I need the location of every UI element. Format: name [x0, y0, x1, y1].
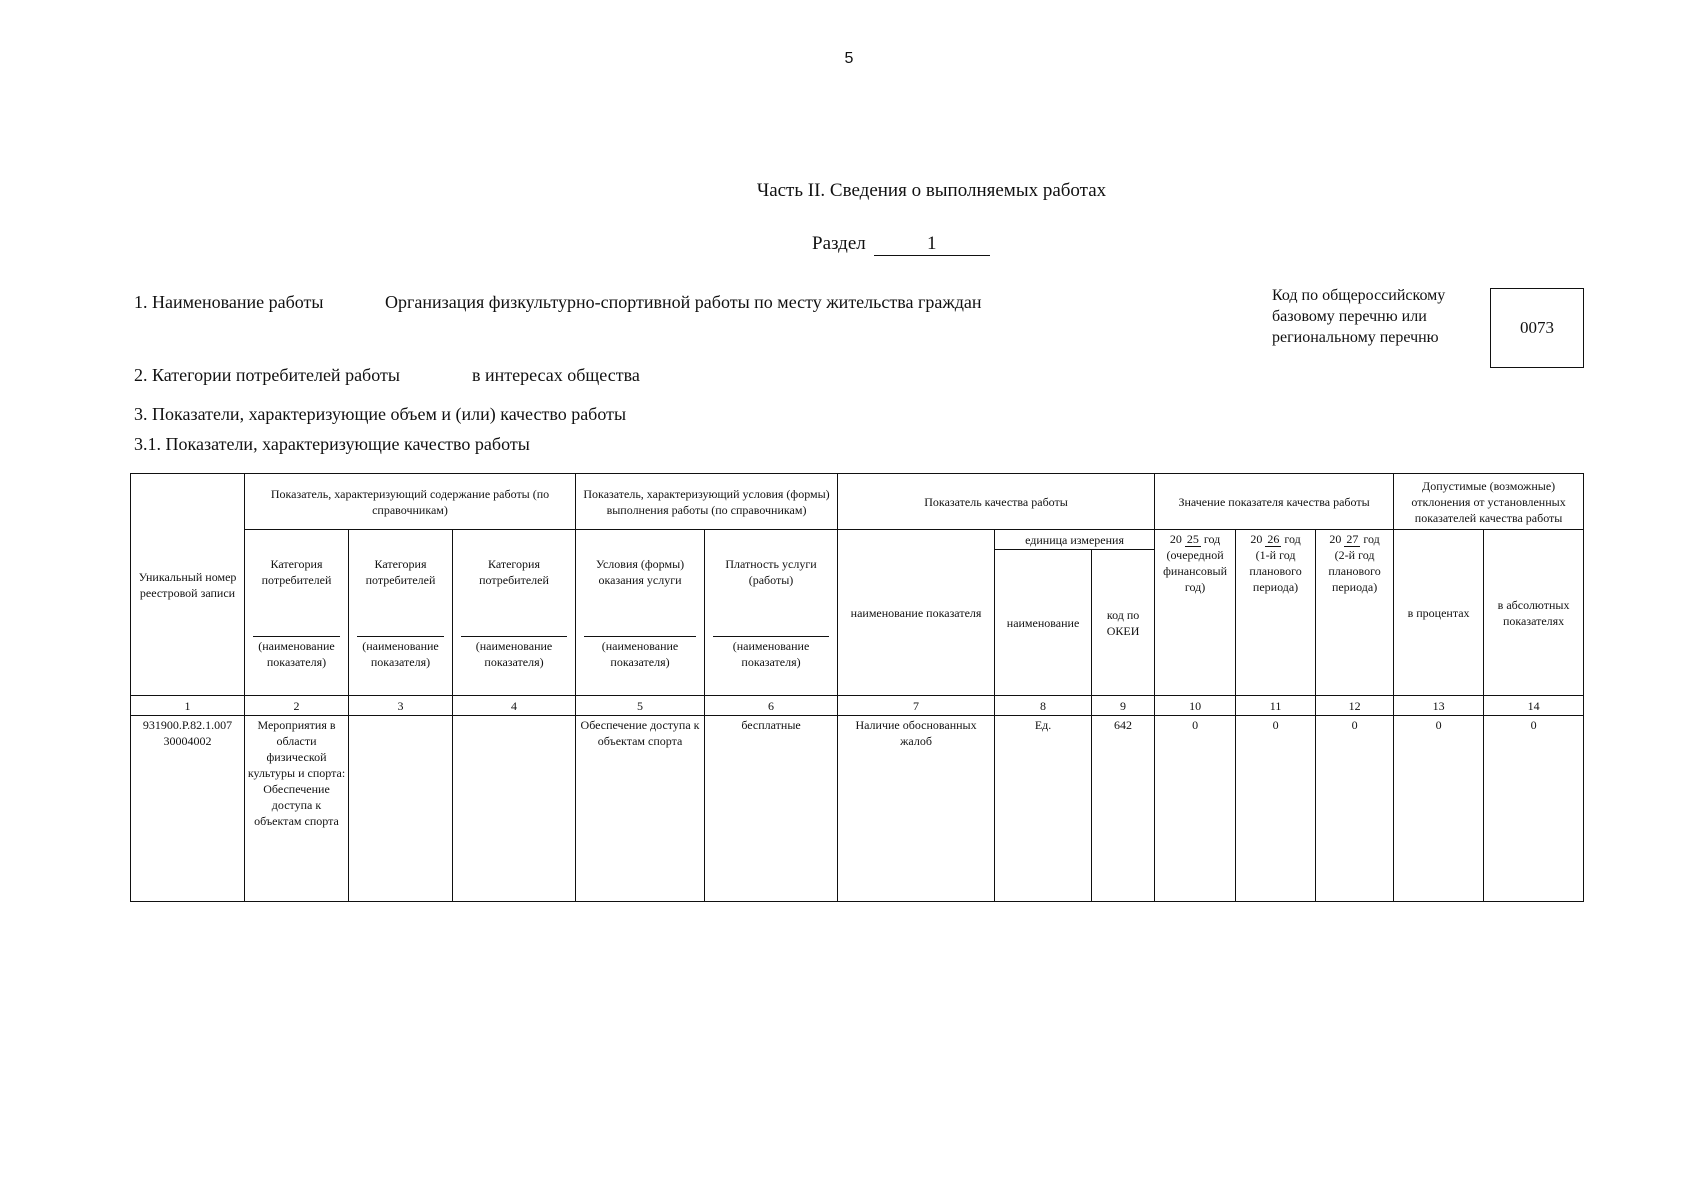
cell-year-1: 0 — [1155, 716, 1236, 902]
work-name-label: 1. Наименование работы — [134, 292, 324, 312]
header-category-2: Категория потребителей (наименование показателя) — [349, 530, 453, 696]
header-okei: код по ОКЕИ — [1092, 550, 1155, 696]
quality-table — [130, 473, 1584, 902]
header-percent: в процентах — [1394, 530, 1484, 696]
cell-percent: 0 — [1394, 716, 1484, 902]
col-number: 14 — [1484, 696, 1584, 716]
code-label: Код по общероссийскому базовому перечню или региональному перечню — [1272, 287, 1446, 346]
cell-unit: Ед. — [995, 716, 1092, 902]
col-number: 11 — [1236, 696, 1316, 716]
col-number: 7 — [838, 696, 995, 716]
col-number: 13 — [1394, 696, 1484, 716]
header-content-indicator: Показатель, характеризующий содержание работы (по справочникам) — [245, 474, 576, 530]
cell-year-2: 0 — [1236, 716, 1316, 902]
column-numbers-row — [131, 696, 1584, 716]
cell-absolute: 0 — [1484, 716, 1584, 902]
header-category-3: Категория потребителей (наименование показателя) — [453, 530, 576, 696]
col-number: 6 — [705, 696, 838, 716]
section-heading — [812, 233, 990, 256]
header-quality-indicator: Показатель качества работы — [838, 474, 1155, 530]
header-absolute: в абсолютных показателях — [1484, 530, 1584, 696]
consumers-value: в интересах общества — [472, 365, 640, 385]
part-title: Часть II. Сведения о выполняемых работах — [756, 180, 1107, 201]
page-number: 5 — [844, 50, 854, 67]
table-row — [131, 716, 1584, 902]
cell-okei: 642 — [1092, 716, 1155, 902]
header-year-1: 20 25 год (очередной финансовый год) — [1155, 530, 1236, 696]
cell-unique-number: 931900.Р.82.1.007 30004002 — [131, 716, 245, 902]
work-name-value: Организация физкультурно-спортивной работы по месту жительства граждан — [385, 292, 982, 312]
cell-payment: бесплатные — [705, 716, 838, 902]
header-year-3: 20 27 год (2-й год планового периода) — [1316, 530, 1394, 696]
header-unit-name: наименование — [995, 550, 1092, 696]
col-number: 1 — [131, 696, 245, 716]
col-number: 3 — [349, 696, 453, 716]
indicators-title: 3. Показатели, характеризующие объем и (или) качество работы — [134, 404, 627, 424]
cell-condition: Обеспечение доступа к объектам спорта — [576, 716, 705, 902]
code-box: 0073 — [1490, 288, 1584, 368]
header-category-1: Категория потребителей (наименование показателя) — [245, 530, 349, 696]
cell-category-1: Мероприятия в области физической культуры и спорта: Обеспечение доступа к объектам спорта — [245, 716, 349, 902]
header-indicator-name: наименование показателя — [838, 530, 995, 696]
header-condition-indicator: Показатель, характеризующий условия (формы) выполнения работы (по справочникам) — [576, 474, 838, 530]
consumers-label: 2. Категории потребителей работы — [134, 365, 400, 385]
header-year-2: 20 26 год (1-й год планового периода) — [1236, 530, 1316, 696]
header-unique-number: Уникальный номер реестровой записи — [131, 474, 245, 696]
cell-category-3 — [453, 716, 576, 902]
quality-title: 3.1. Показатели, характеризующие качество работы — [134, 434, 530, 454]
header-payment: Платность услуги (работы) (наименование показателя) — [705, 530, 838, 696]
col-number: 8 — [995, 696, 1092, 716]
header-unit: единица измерения — [995, 530, 1155, 550]
col-number: 12 — [1316, 696, 1394, 716]
col-number: 9 — [1092, 696, 1155, 716]
col-number: 2 — [245, 696, 349, 716]
col-number: 10 — [1155, 696, 1236, 716]
header-deviation: Допустимые (возможные) отклонения от установленных показателей качества работы — [1394, 474, 1584, 530]
header-quality-value: Значение показателя качества работы — [1155, 474, 1394, 530]
cell-indicator: Наличие обоснованных жалоб — [838, 716, 995, 902]
cell-category-2 — [349, 716, 453, 902]
col-number: 4 — [453, 696, 576, 716]
section-number: 1 — [874, 233, 990, 256]
col-number: 5 — [576, 696, 705, 716]
section-label: Раздел — [812, 233, 866, 254]
header-conditions-forms: Условия (формы) оказания услуги (наименование показателя) — [576, 530, 705, 696]
cell-year-3: 0 — [1316, 716, 1394, 902]
